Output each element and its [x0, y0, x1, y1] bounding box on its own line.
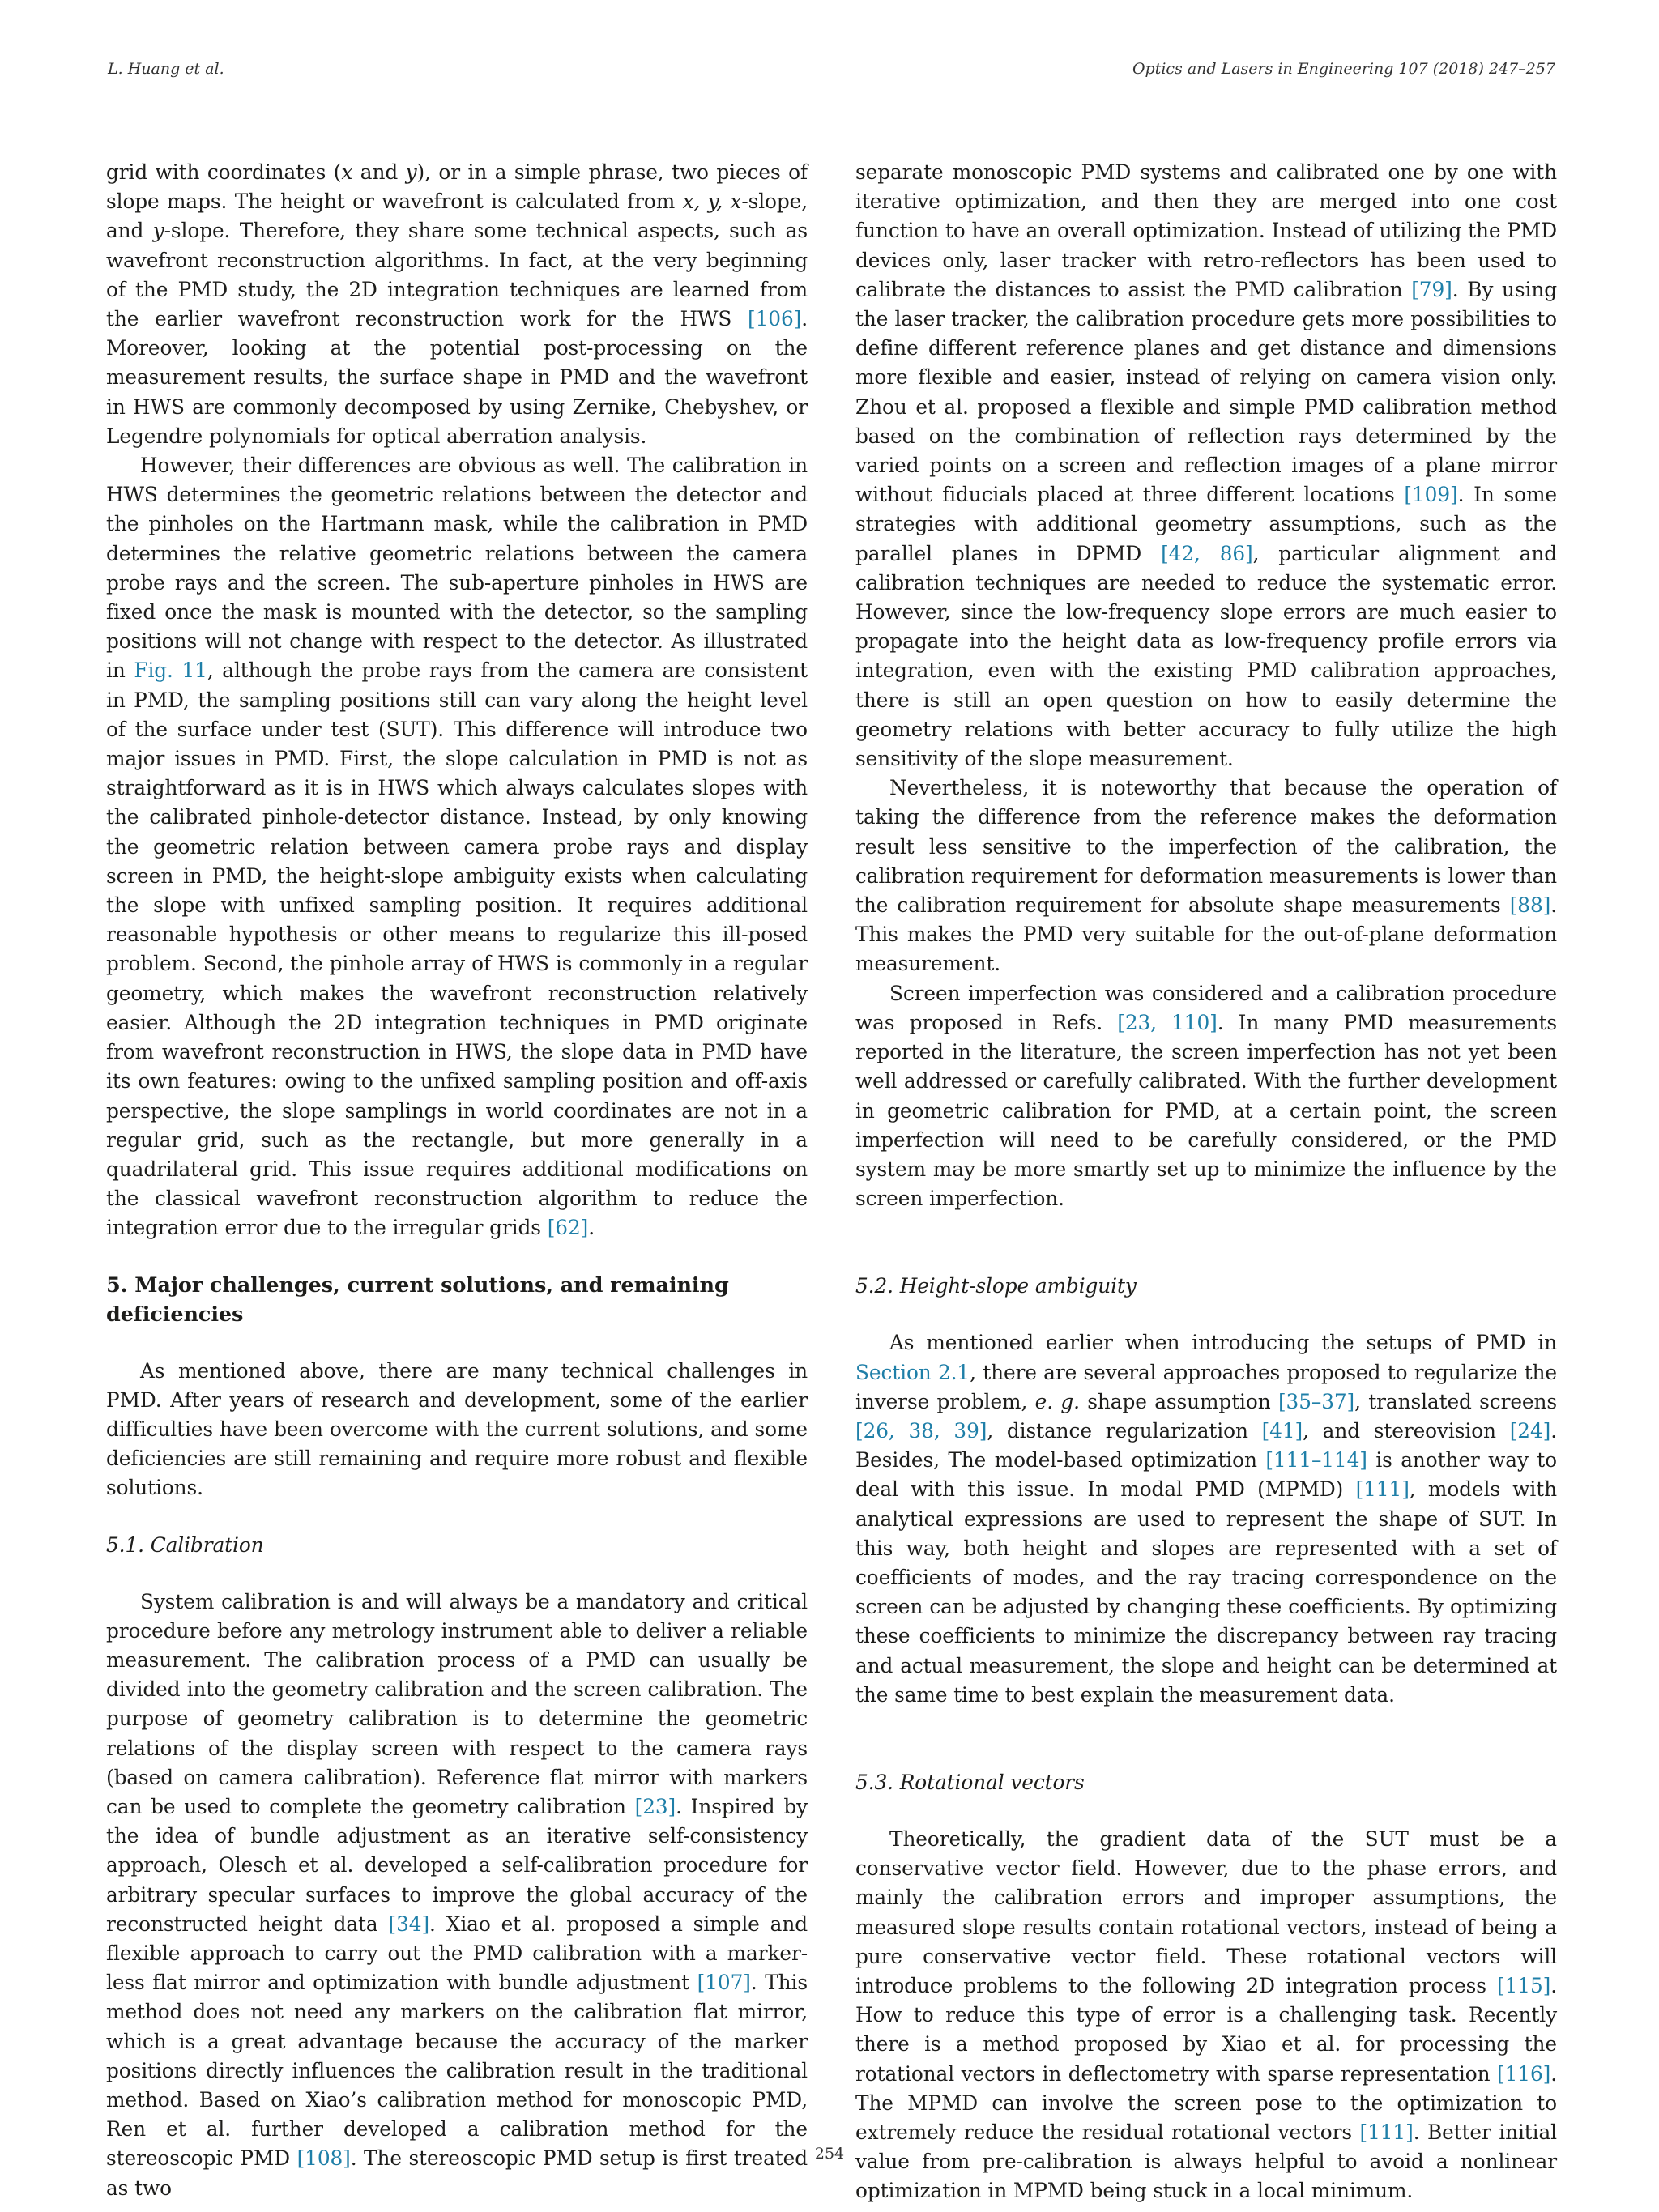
- citation-link[interactable]: [107]: [697, 1971, 751, 1995]
- citation-link[interactable]: [116]: [1497, 2061, 1551, 2086]
- figure-link[interactable]: Fig. 11: [134, 658, 207, 683]
- citation-link[interactable]: [35–37]: [1277, 1389, 1355, 1413]
- paragraph: System calibration is and will always be a mandatory and critical procedure before any metrology instrument able to deliver a reliable measurement. The calibration process of a PMD can usually be divided into the geometry calibration and the screen calibration. The purpose of geometry calibration is to determine the geometric relations of the display screen with respect to the camera rays (based on camera calibration). Reference flat mirror with markers can be used to complete the geometry calibration [23]. Inspired by the idea of bundle adjustment as an iterative self-consistency approach, Olesch et al. developed a self-calibration procedure for arbitrary specular surfaces to improve the global accuracy of the reconstructed height data [34]. Xiao et al. proposed a simple and flexible approach to carry out the PMD calibration with a marker-less flat mirror and optimization with bundle adjustment [107]. This method does not need any markers on the calibration flat mirror, which is a great advantage because the accuracy of the marker positions directly influences the calibration result in the traditional method. Based on Xiao’s calibration method for monoscopic PMD, Ren et al. further developed a calibration method for the stereoscopic PMD [108]. The stereoscopic PMD setup is first treated as two: [106, 1589, 808, 2200]
- citation-link[interactable]: [41]: [1261, 1418, 1303, 1443]
- paragraph: Screen imperfection was considered and a calibration procedure was proposed in Refs. [23, 110]. In many PMD measurements reported in the literature, the screen imperfection has not yet been well addressed or carefully calibrated. With the further development in geometric calibration for PMD, at a certain point, the screen imperfection will need to be carefully considered, or the PMD system may be more smartly set up to minimize the influence by the screen imperfection.: [855, 981, 1557, 1211]
- citation-link[interactable]: [111–114]: [1265, 1448, 1367, 1473]
- paragraph: As mentioned above, there are many technical challenges in PMD. After years of research and development, some of the earlier difficulties have been overcome with the current solutions, and some deficiencies are still remaining and require more robust and flexible solutions.: [106, 1358, 808, 1500]
- section-heading: 5. Major challenges, current solutions, and remaining deficiencies: [106, 1272, 729, 1327]
- subsection-heading: 5.2. Height-slope ambiguity: [855, 1274, 1137, 1298]
- right-column: [855, 158, 1557, 2206]
- citation-link[interactable]: [23, 110]: [1117, 1010, 1218, 1034]
- citation-link[interactable]: [109]: [1404, 483, 1458, 507]
- paragraph: However, their differences are obvious as well. The calibration in HWS determines the geometric relations between the detector and the pinholes on the Hartmann mask, while the calibration in PMD determines the relative geometric relations between the camera probe rays and the screen. The sub-aperture pinholes in HWS are fixed once the mask is mounted with the detector, so the sampling positions will not change with respect to the detector. As illustrated in Fig. 11, although the probe rays from the camera are consistent in PMD, the sampling positions still can vary along the height level of the surface under test (SUT). This difference will introduce two major issues in PMD. First, the slope calculation in PMD is not as straightforward as it is in HWS which always calculates slopes with the calibrated pinhole-detector distance. Instead, by only knowing the geometric relation between camera probe rays and display screen in PMD, the height-slope ambiguity exists when calculating the slope with unfixed sampling position. It requires additional reasonable hypothesis or other means to regularize this ill-posed problem. Second, the pinhole array of HWS is commonly in a regular geometry, which makes the wavefront reconstruction relatively easier. Although the 2D integration techniques in PMD originate from wavefront reconstruction in HWS, the slope data in PMD have its own features: owing to the unfixed sampling position and off-axis perspective, the slope samplings in world coordinates are not in a regular grid, such as the rectangle, but more generally in a quadrilateral grid. This issue requires additional modifications on the classical wavefront reconstruction algorithm to reduce the integration error due to the irregular grids [62].: [106, 454, 808, 1240]
- paragraph: Theoretically, the gradient data of the SUT must be a conservative vector field. However, due to the phase errors, and mainly the calibration errors and improper assumptions, the measured slope results contain rotational vectors, instead of being a pure conservative vector field. These rotational vectors will introduce problems to the following 2D integration process [115]. How to reduce this type of error is a challenging task. Recently there is a method proposed by Xiao et al. for processing the rotational vectors in deflectometry with sparse representation [116]. The MPMD can involve the screen pose to the optimization to extremely reduce the residual rotational vectors [111]. Better initial value from pre-calibration is always helpful to avoid a nonlinear optimization in MPMD being stuck in a local minimum.: [855, 1826, 1558, 2203]
- citation-link[interactable]: [115]: [1497, 1973, 1551, 1997]
- subsection-heading: 5.1. Calibration: [106, 1532, 264, 1557]
- paragraph: Nevertheless, it is noteworthy that because the operation of taking the difference from the reference makes the deformation result less sensitive to the imperfection of the calibration, the calibration requirement for deformation measurements is lower than the calibration requirement for absolute shape measurements [88]. This makes the PMD very suitable for the out-of-plane deformation measurement.: [855, 776, 1557, 976]
- citation-link[interactable]: [62]: [547, 1216, 589, 1240]
- page-number: 254: [814, 2145, 845, 2163]
- left-column: [106, 158, 808, 2203]
- running-header-authors: L. Huang et al.: [108, 60, 224, 78]
- citation-link[interactable]: [106]: [748, 307, 802, 331]
- citation-link[interactable]: [111]: [1355, 1477, 1410, 1502]
- section-link[interactable]: Section 2.1: [855, 1360, 970, 1384]
- citation-link[interactable]: [79]: [1411, 277, 1452, 301]
- citation-link[interactable]: [26, 38, 39]: [855, 1418, 987, 1443]
- citation-link[interactable]: [42, 86]: [1161, 541, 1253, 565]
- citation-link[interactable]: [88]: [1509, 893, 1551, 918]
- subsection-heading: 5.3. Rotational vectors: [855, 1770, 1085, 1794]
- citation-link[interactable]: [34]: [388, 1912, 430, 1936]
- citation-link[interactable]: [111]: [1359, 2120, 1414, 2144]
- paragraph: separate monoscopic PMD systems and calibrated one by one with iterative optimization, and then they are merged into one cost function to have an overall optimization. Instead of utilizing the PMD devices only, laser tracker with retro-reflectors has been used to calibrate the distances to assist the PMD calibration [79]. By using the laser tracker, the calibration procedure gets more possibilities to define different reference planes and get distance and dimensions more flexible and easier, instead of relying on camera vision only. Zhou et al. proposed a flexible and simple PMD calibration method based on the combination of reflection rays determined by the varied points on a screen and reflection images of a plane mirror without fiducials placed at three different locations [109]. In some strategies with additional geometry assumptions, such as the parallel planes in DPMD [42, 86], particular alignment and calibration techniques are needed to reduce the systematic error. However, since the low-frequency slope errors are much easier to propagate into the height data as low-frequency profile errors via integration, even with the existing PMD calibration approaches, there is still an open question on how to easily determine the geometry relations with better accuracy to fully utilize the high sensitivity of the slope measurement.: [855, 160, 1558, 771]
- running-header-journal: Optics and Lasers in Engineering 107 (2018) 247–257: [1132, 60, 1555, 78]
- paragraph: As mentioned earlier when introducing the setups of PMD in Section 2.1, there are several approaches proposed to regularize the inverse problem, e. g. shape assumption [35–37], translated screens [26, 38, 39], distance regularization [41], and stereovision [24]. Besides, The model-based optimization [111–114] is another way to deal with this issue. In modal PMD (MPMD) [111], models with analytical expressions are used to represent the shape of SUT. In this way, both height and slopes are represented with a set of coefficients of modes, and the ray tracing correspondence on the screen can be adjusted by changing these coefficients. By optimizing these coefficients to minimize the discrepancy between ray tracing and actual measurement, the slope and height can be determined at the same time to best explain the measurement data.: [855, 1331, 1557, 1707]
- paragraph: grid with coordinates (x and y), or in a simple phrase, two pieces of slope maps. The height or wavefront is calculated from x, y, x-slope, and y-slope. Therefore, they share some technical aspects, such as wavefront reconstruction algorithms. In fact, at the very beginning of the PMD study, the 2D integration techniques are learned from the earlier wavefront reconstruction work for the HWS [106]. Moreover, looking at the potential post-processing on the measurement results, the surface shape in PMD and the wavefront in HWS are commonly decomposed by using Zernike, Chebyshev, or Legendre polynomials for optical aberration analysis.: [106, 160, 808, 448]
- citation-link[interactable]: [108]: [296, 2146, 351, 2171]
- citation-link[interactable]: [24]: [1509, 1418, 1551, 1443]
- citation-link[interactable]: [23]: [634, 1794, 676, 1818]
